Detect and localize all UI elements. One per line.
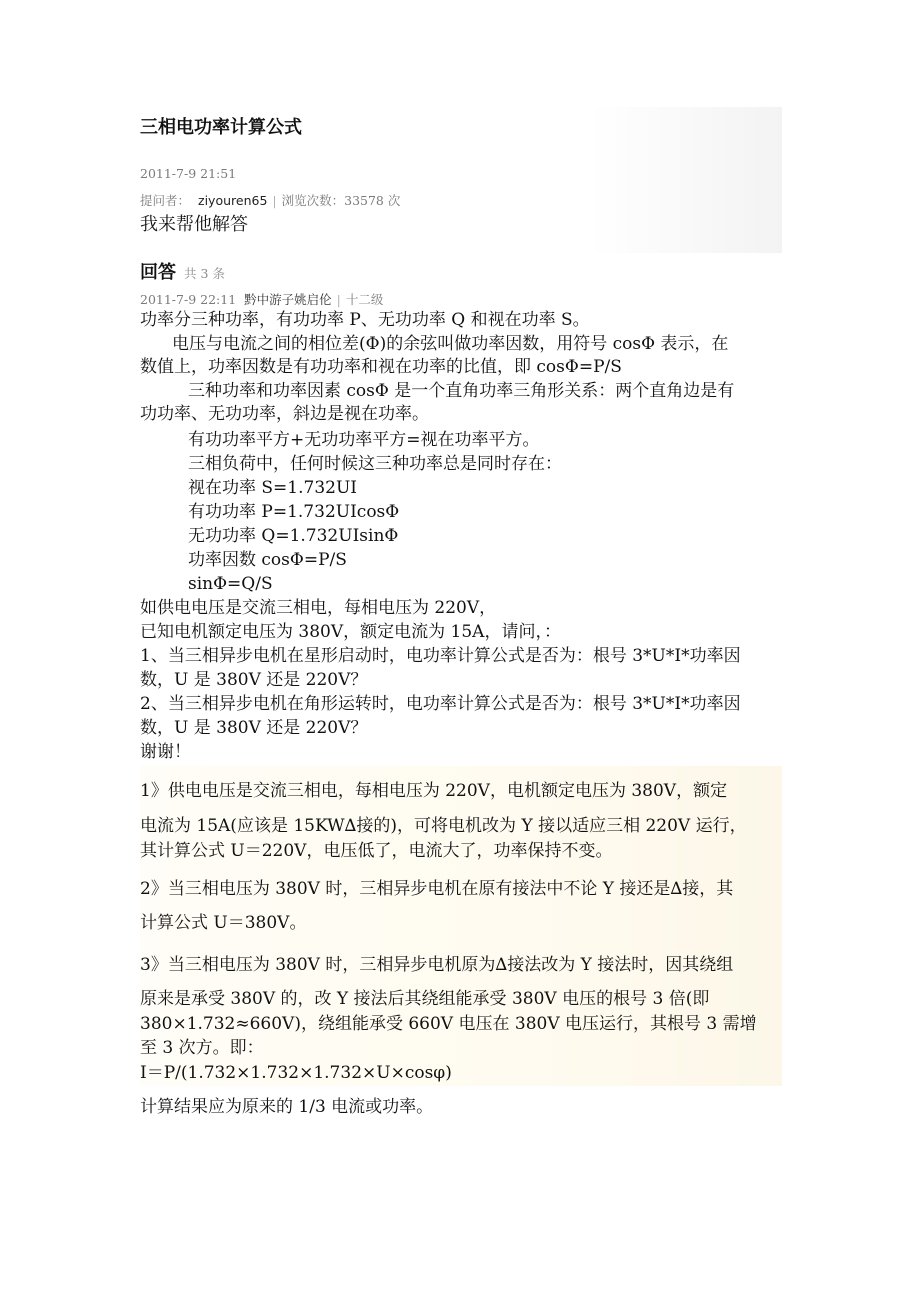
answer-line: 数，U 是 380V 还是 220V？ — [140, 670, 368, 690]
view-count: 浏览次数：33578 次 — [281, 193, 401, 208]
reply-line: 至 3 次方。即： — [140, 1038, 264, 1058]
reply-line: 电流为 15A(应该是 15KW∆接的)，可将电机改为 Y 接以适应三相 220V 运行， — [140, 816, 747, 836]
reply-line: 其计算公式 U＝220V，电压低了，电流大了，功率保持不变。 — [140, 841, 613, 861]
answer-line: 无功功率 Q=1.732UIsinΦ — [188, 526, 399, 546]
reply-line: 原来是承受 380V 的，改 Y 接法后其绕组能承受 380V 电压的根号 3 倍(即 — [140, 989, 710, 1009]
question-meta — [140, 191, 400, 209]
reply-line: 2》当三相电压为 380V 时，三相异步电机在原有接法中不论 Y 接还是∆接，其 — [140, 879, 734, 899]
answer-line: 2、当三相异步电机在角形运转时，电功率计算公式是否为：根号 3*U*I*功率因 — [140, 694, 741, 714]
question-date: 2011-7-9 21:51 — [140, 166, 237, 181]
answer-line: 数值上，功率因数是有功功率和视在功率的比值，即 cosΦ=P/S — [140, 357, 622, 377]
answers-label: 回答 — [140, 262, 176, 283]
reply-line: I＝P/(1.732×1.732×1.732×U×cosφ) — [140, 1063, 452, 1083]
answer-line: 有功功率平方+无功功率平方=视在功率平方。 — [188, 430, 540, 450]
answer-meta — [140, 290, 383, 308]
answer-line: 三种功率和功率因素 cosΦ 是一个直角功率三角形关系：两个直角边是有 — [188, 381, 735, 401]
answer-this-link[interactable]: 我来帮他解答 — [140, 214, 248, 235]
answer-line: sinΦ=Q/S — [188, 574, 273, 594]
reply-line: 380×1.732≈660V)，绕组能承受 660V 电压在 380V 电压运行，其根号 3 需增 — [140, 1014, 757, 1034]
asker-label: 提问者： — [140, 193, 191, 208]
answers-header — [140, 258, 225, 284]
answer-line: 功功率、无功功率，斜边是视在功率。 — [140, 404, 429, 424]
answer-line: 视在功率 S=1.732UI — [188, 478, 358, 498]
reply-line: 计算公式 U＝380V。 — [140, 913, 307, 933]
meta-separator: | — [272, 193, 277, 208]
answer-meta-separator: | — [336, 292, 341, 307]
answer-level: 十二级 — [345, 292, 384, 307]
answer-line: 三相负荷中，任何时候这三种功率总是同时存在： — [188, 454, 562, 474]
answer-author[interactable]: 黔中游子姚启伦 — [244, 292, 332, 307]
answer-line: 功率分三种功率，有功功率 P、无功功率 Q 和视在功率 S。 — [140, 310, 590, 330]
answer-line: 电压与电流之间的相位差(Φ)的余弦叫做功率因数，用符号 cosΦ 表示，在 — [172, 334, 729, 354]
answer-line: 有功功率 P=1.732UIcosΦ — [188, 502, 400, 522]
answer-line: 已知电机额定电压为 380V，额定电流为 15A，请问，： — [140, 622, 561, 642]
answer-line: 谢谢！ — [140, 742, 191, 762]
asker-name[interactable]: ziyouren65 — [198, 193, 268, 208]
answer-line: 数，U 是 380V 还是 220V？ — [140, 718, 368, 738]
answers-count: 共 3 条 — [184, 266, 225, 281]
question-title: 三相电功率计算公式 — [140, 117, 302, 138]
answer-line: 如供电电压是交流三相电，每相电压为 220V， — [140, 598, 497, 618]
reply-line: 3》当三相电压为 380V 时，三相异步电机原为∆接法改为 Y 接法时，因其绕组 — [140, 955, 734, 975]
answer-line: 功率因数 cosΦ=P/S — [188, 550, 347, 570]
answer-line: 1、当三相异步电机在星形启动时，电功率计算公式是否为：根号 3*U*I*功率因 — [140, 646, 741, 666]
reply-conclusion: 计算结果应为原来的 1/3 电流或功率。 — [140, 1097, 434, 1117]
answer-date: 2011-7-9 22:11 — [140, 292, 237, 307]
reply-line: 1》供电电压是交流三相电，每相电压为 220V，电机额定电压为 380V，额定 — [140, 781, 728, 801]
